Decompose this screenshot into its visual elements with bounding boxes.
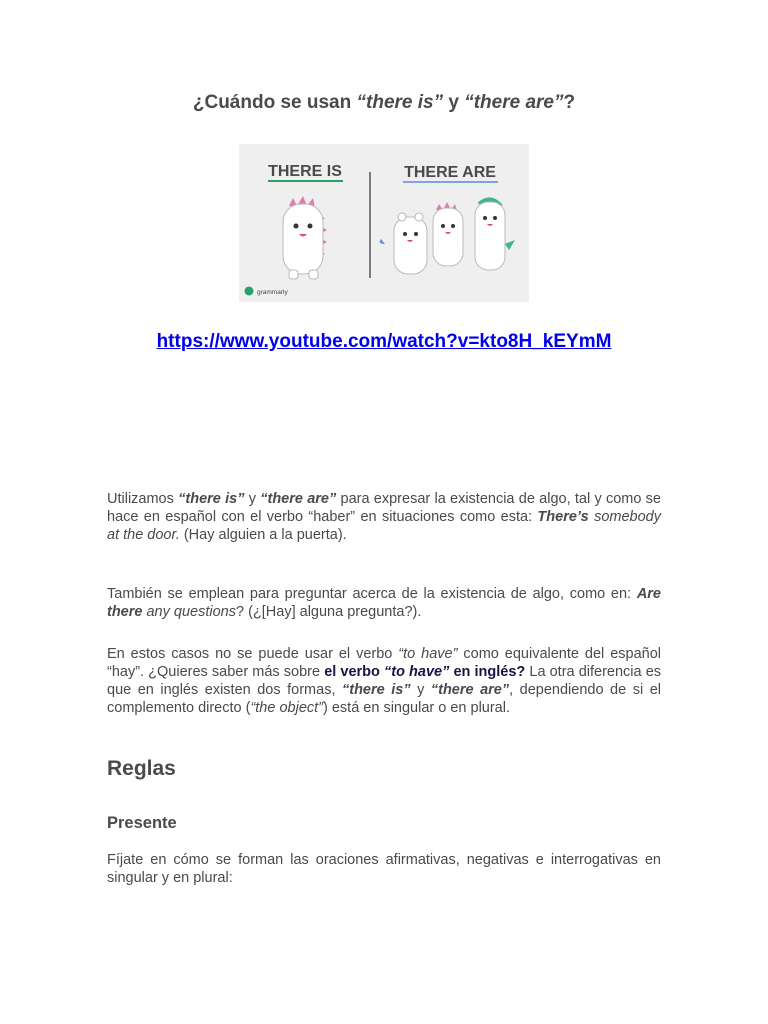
title-connector: y: [443, 92, 465, 113]
p3-text-d: La otra diferencia es que en inglés existen dos formas,: [107, 664, 662, 698]
p3-text-f: y: [410, 682, 431, 698]
paragraph-en-estos-casos: [107, 645, 661, 717]
heading-reglas: Reglas: [107, 757, 176, 780]
p2-text-a: También se emplean para preguntar acerca de la existencia de algo, como en:: [107, 586, 637, 602]
there-is-there-are-illustration: [239, 144, 529, 302]
p3-text-j: ) está en singular o en plural.: [323, 700, 510, 716]
paragraph-utilizamos: [107, 490, 661, 544]
link-text-b: “to have”: [384, 664, 450, 680]
p3-there-is: “there is”: [342, 682, 411, 698]
paragraph-tambien: [107, 585, 661, 621]
p1-there-are: “there are”: [260, 491, 337, 507]
to-have-article-link[interactable]: [324, 664, 525, 680]
title-there-is: “there is”: [356, 92, 444, 113]
p2-any-questions: any questions: [142, 604, 236, 620]
title-there-are: “there are”: [464, 92, 564, 113]
there-is-heading: THERE IS: [268, 163, 342, 180]
title-suffix: ?: [563, 92, 576, 113]
link-text-a: el verbo: [324, 664, 384, 680]
p1-translation: (Hay alguien a la puerta).: [179, 527, 347, 543]
p1-there-is: “there is”: [178, 491, 245, 507]
p1-text-e: para expresar la existencia de algo, tal y como se hace en español con el verbo “haber” en situaciones como esta:: [107, 491, 661, 525]
p3-text-a: En estos casos no se puede usar el verbo: [107, 646, 399, 662]
p3-text-h: , dependiendo de si el complemento directo (: [107, 682, 661, 716]
grammarly-logo-text: grammarly: [257, 289, 288, 296]
illustration-svg: [239, 144, 529, 302]
p1-text-a: Utilizamos: [107, 491, 179, 507]
p3-the-object: “the object”: [250, 700, 323, 716]
link-text-c: en inglés?: [449, 664, 526, 680]
heading-presente: Presente: [107, 814, 177, 832]
grammarly-logo-icon: [245, 287, 254, 296]
there-are-heading: THERE ARE: [404, 164, 496, 181]
p1-text-c: y: [244, 491, 261, 507]
p2-translation: ? (¿[Hay] alguna pregunta?).: [235, 604, 422, 620]
title-prefix: ¿Cuándo se usan: [192, 92, 357, 113]
youtube-video-link[interactable]: https://www.youtube.com/watch?v=kto8H_kEYmM: [156, 331, 612, 352]
p3-there-are: “there are”: [430, 682, 510, 698]
p3-text-c: como equivalente del español “hay”. ¿Quieres saber más sobre: [107, 646, 661, 680]
paragraph-fijate: Fíjate en cómo se forman las oraciones afirmativas, negativas e interrogativas en singular y en plural:: [107, 852, 661, 886]
p2-are-there: Are there: [107, 586, 661, 620]
p1-example: somebody at the door.: [107, 509, 661, 543]
p1-theres: There’s: [537, 509, 589, 525]
p3-to-have: “to have”: [398, 646, 458, 662]
page-title: [0, 92, 768, 114]
